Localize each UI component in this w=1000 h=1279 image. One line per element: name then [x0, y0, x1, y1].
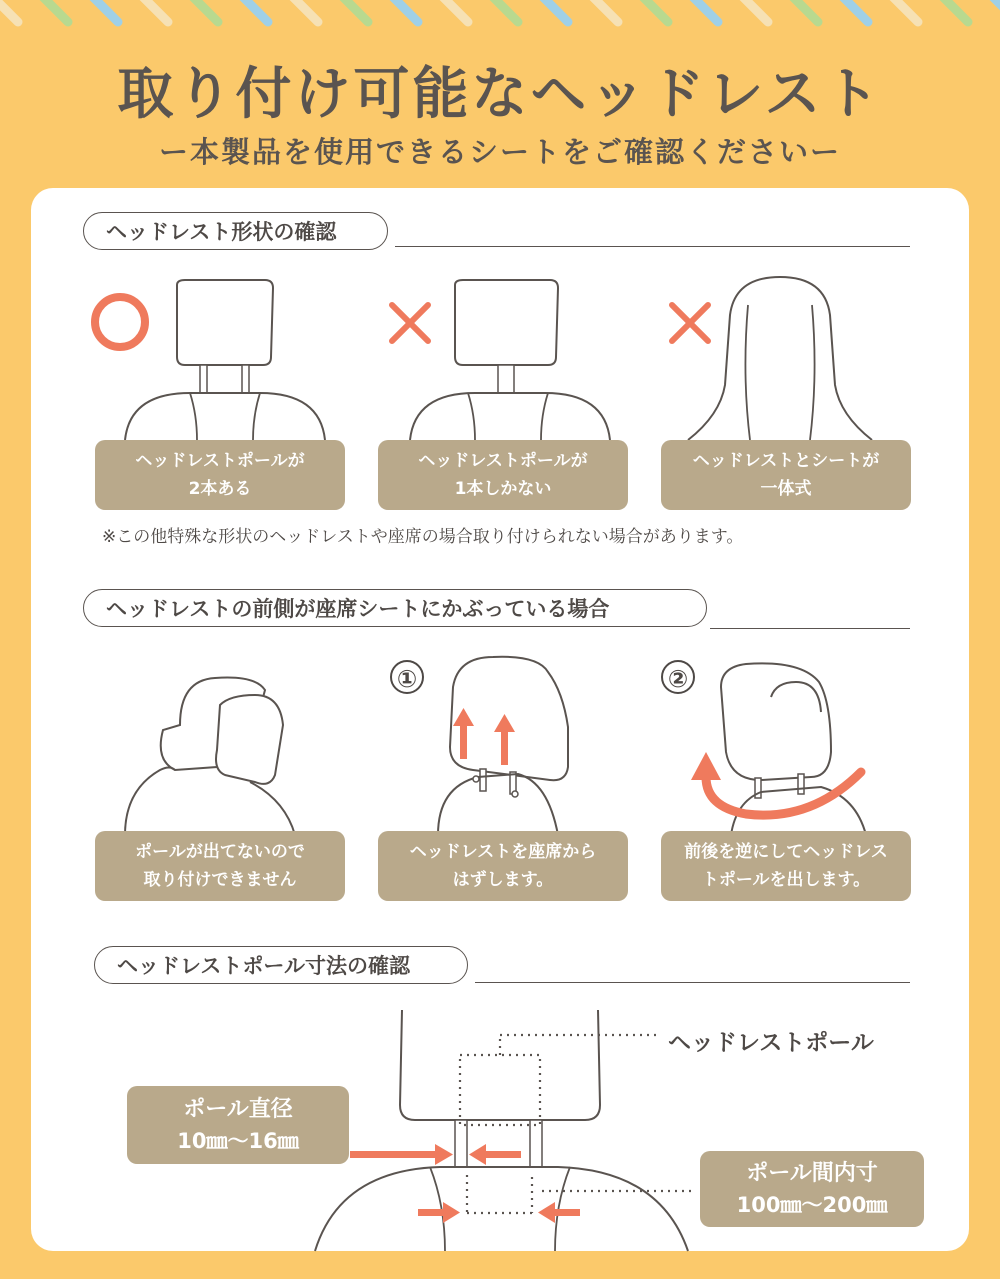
page-subtitle: ー本製品を使用できるシートをご確認くださいー: [158, 135, 841, 169]
shape-caption-one-pole: ヘッドレストポールが 1本しかない: [378, 440, 628, 510]
pole-spacing-box: ポール間内寸 100㎜～200㎜: [700, 1151, 924, 1227]
step-caption-cannot-install: ポールが出てないので 取り付けできません: [95, 831, 345, 901]
step-number-2: ②: [661, 660, 695, 694]
shape-note: ※この他特殊な形状のヘッドレストや座席の場合取り付けられない場合があります。: [102, 527, 744, 547]
section-divider: [395, 246, 910, 247]
pole-dimension-diagram: [300, 1005, 700, 1251]
step-caption-remove: ヘッドレストを座席から はずします。: [378, 831, 628, 901]
shape-caption-two-poles: ヘッドレストポールが 2本ある: [95, 440, 345, 510]
headrest-two-poles-illustration: [85, 275, 345, 445]
covered-headrest-illustration: [95, 670, 345, 835]
step-caption-reverse: 前後を逆にしてヘッドレス トポールを出します。: [661, 831, 911, 901]
pole-label: ヘッドレストポール: [668, 1030, 874, 1056]
ok-circle-icon: [95, 297, 145, 347]
shape-caption-integrated: ヘッドレストとシートが 一体式: [661, 440, 911, 510]
decorative-stripes: [0, 0, 1000, 28]
ng-cross-icon: [392, 305, 428, 341]
page-title: 取り付け可能なヘッドレスト: [117, 62, 883, 127]
remove-headrest-illustration: [378, 652, 628, 835]
pole-diameter-box: ポール直径 10㎜～16㎜: [127, 1086, 349, 1164]
section-divider: [475, 982, 910, 983]
step-number-1: ①: [390, 660, 424, 694]
ng-cross-icon: [672, 305, 708, 341]
section-divider: [710, 628, 910, 629]
integrated-seat-illustration: [650, 275, 910, 445]
headrest-one-pole-illustration: [370, 275, 630, 445]
section-heading-shape: ヘッドレスト形状の確認: [83, 212, 388, 250]
section-heading-dimensions: ヘッドレストポール寸法の確認: [94, 946, 468, 984]
reverse-headrest-illustration: [661, 652, 911, 835]
section-heading-covered: ヘッドレストの前側が座席シートにかぶっている場合: [83, 589, 707, 627]
